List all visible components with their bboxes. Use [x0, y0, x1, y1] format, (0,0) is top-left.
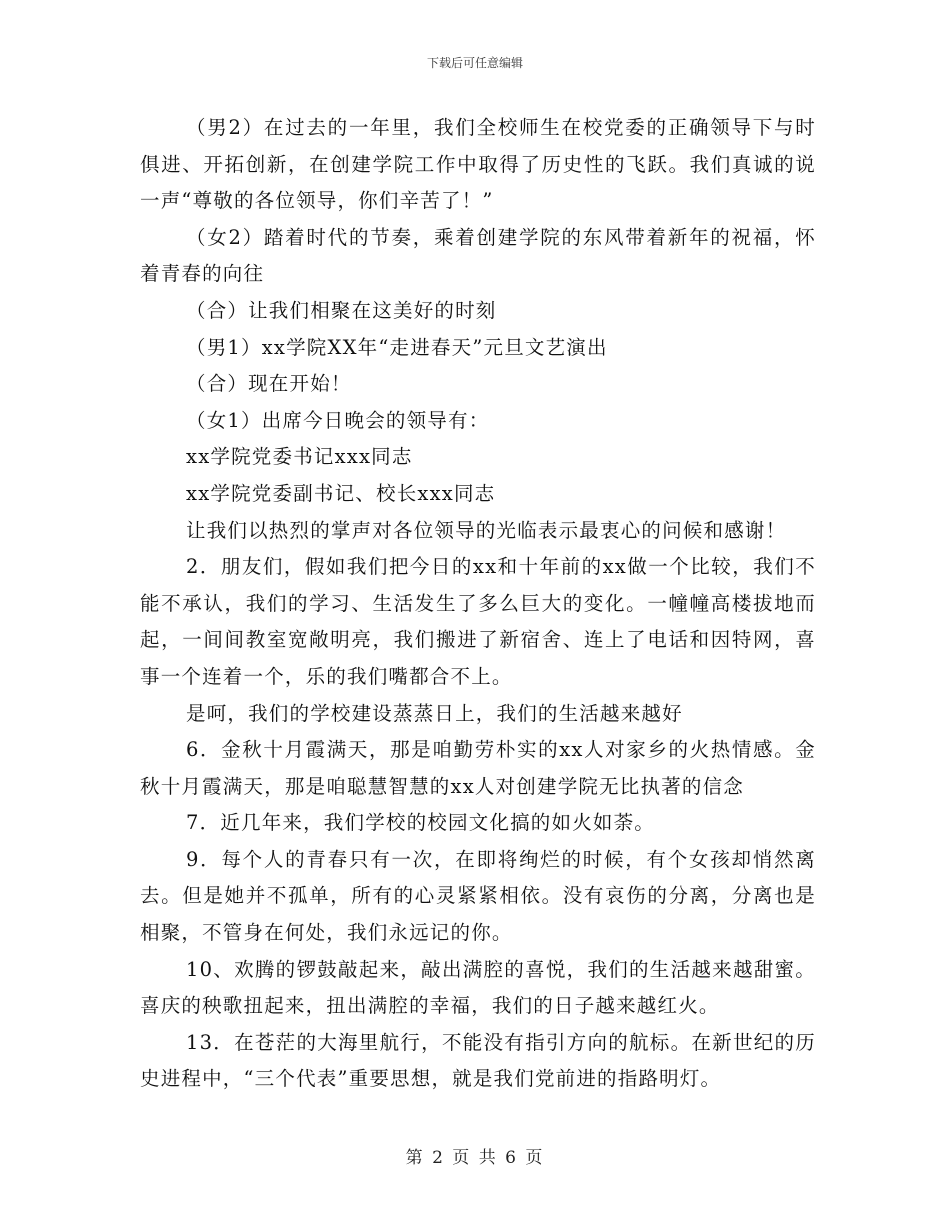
paragraph-6: （女1）出席今日晚会的领导有： — [186, 408, 490, 432]
document-body — [140, 110, 816, 1098]
paragraph-9: 让我们以热烈的掌声对各位领导的光临表示最衷心的问候和感谢！ — [186, 518, 787, 542]
paragraph-12: 6．金秋十月霞满天，那是咱勤劳朴实的xx人对家乡的火热情感。金秋十月霞满天，那是咱聪慧智慧的xx人对创建学院无比执著的信念 — [140, 738, 816, 798]
paragraph-10: 2．朋友们，假如我们把今日的xx和十年前的xx做一个比较，我们不能不承认，我们的学习、生活发生了多么巨大的变化。一幢幢高楼拔地而起，一间间教室宽敞明亮，我们搬进了新宿舍、连上了电话和因特网，喜事一个连着一个，乐的我们嘴都合不上。 — [140, 555, 816, 688]
paragraph-5: （合）现在开始！ — [186, 372, 352, 396]
paragraph-13: 7．近几年来，我们学校的校园文化搞的如火如荼。 — [186, 811, 656, 835]
paragraph-16: 13．在苍茫的大海里航行，不能没有指引方向的航标。在新世纪的历史进程中，“三个代表”重要思想，就是我们党前进的指路明灯。 — [140, 1030, 816, 1091]
paragraph-7: xx学院党委书记xxx同志 — [186, 445, 413, 469]
page-header: 下载后可任意编辑 — [426, 56, 523, 70]
paragraph-11: 是呵，我们的学校建设蒸蒸日上，我们的生活越来越好 — [186, 701, 683, 725]
paragraph-3: （合）让我们相聚在这美好的时刻 — [186, 298, 497, 322]
paragraph-1: （男2）在过去的一年里，我们全校师生在校党委的正确领导下与时俱进、开拓创新，在创建学院工作中取得了历史性的飞跃。我们真诚的说一声“尊敬的各位领导，你们辛苦了！” — [140, 116, 816, 213]
page-footer: 第 2 页 共 6 页 — [405, 1148, 545, 1168]
paragraph-14: 9．每个人的青春只有一次，在即将绚烂的时候，有个女孩却悄然离去。但是她并不孤单，所有的心灵紧紧相依。没有哀伤的分离，分离也是相聚，不管身在何处，我们永远记的你。 — [140, 847, 816, 945]
paragraph-15: 10、欢腾的锣鼓敲起来，敲出满腔的喜悦，我们的生活越来越甜蜜。喜庆的秧歌扭起来，扭出满腔的幸福，我们的日子越来越红火。 — [140, 957, 816, 1018]
paragraph-8: xx学院党委副书记、校长xxx同志 — [186, 481, 496, 505]
paragraph-4: （男1）xx学院XX年“走进春天”元旦文艺演出 — [186, 335, 608, 359]
paragraph-2: （女2）踏着时代的节奏，乘着创建学院的东风带着新年的祝福，怀着青春的向往 — [140, 225, 816, 286]
